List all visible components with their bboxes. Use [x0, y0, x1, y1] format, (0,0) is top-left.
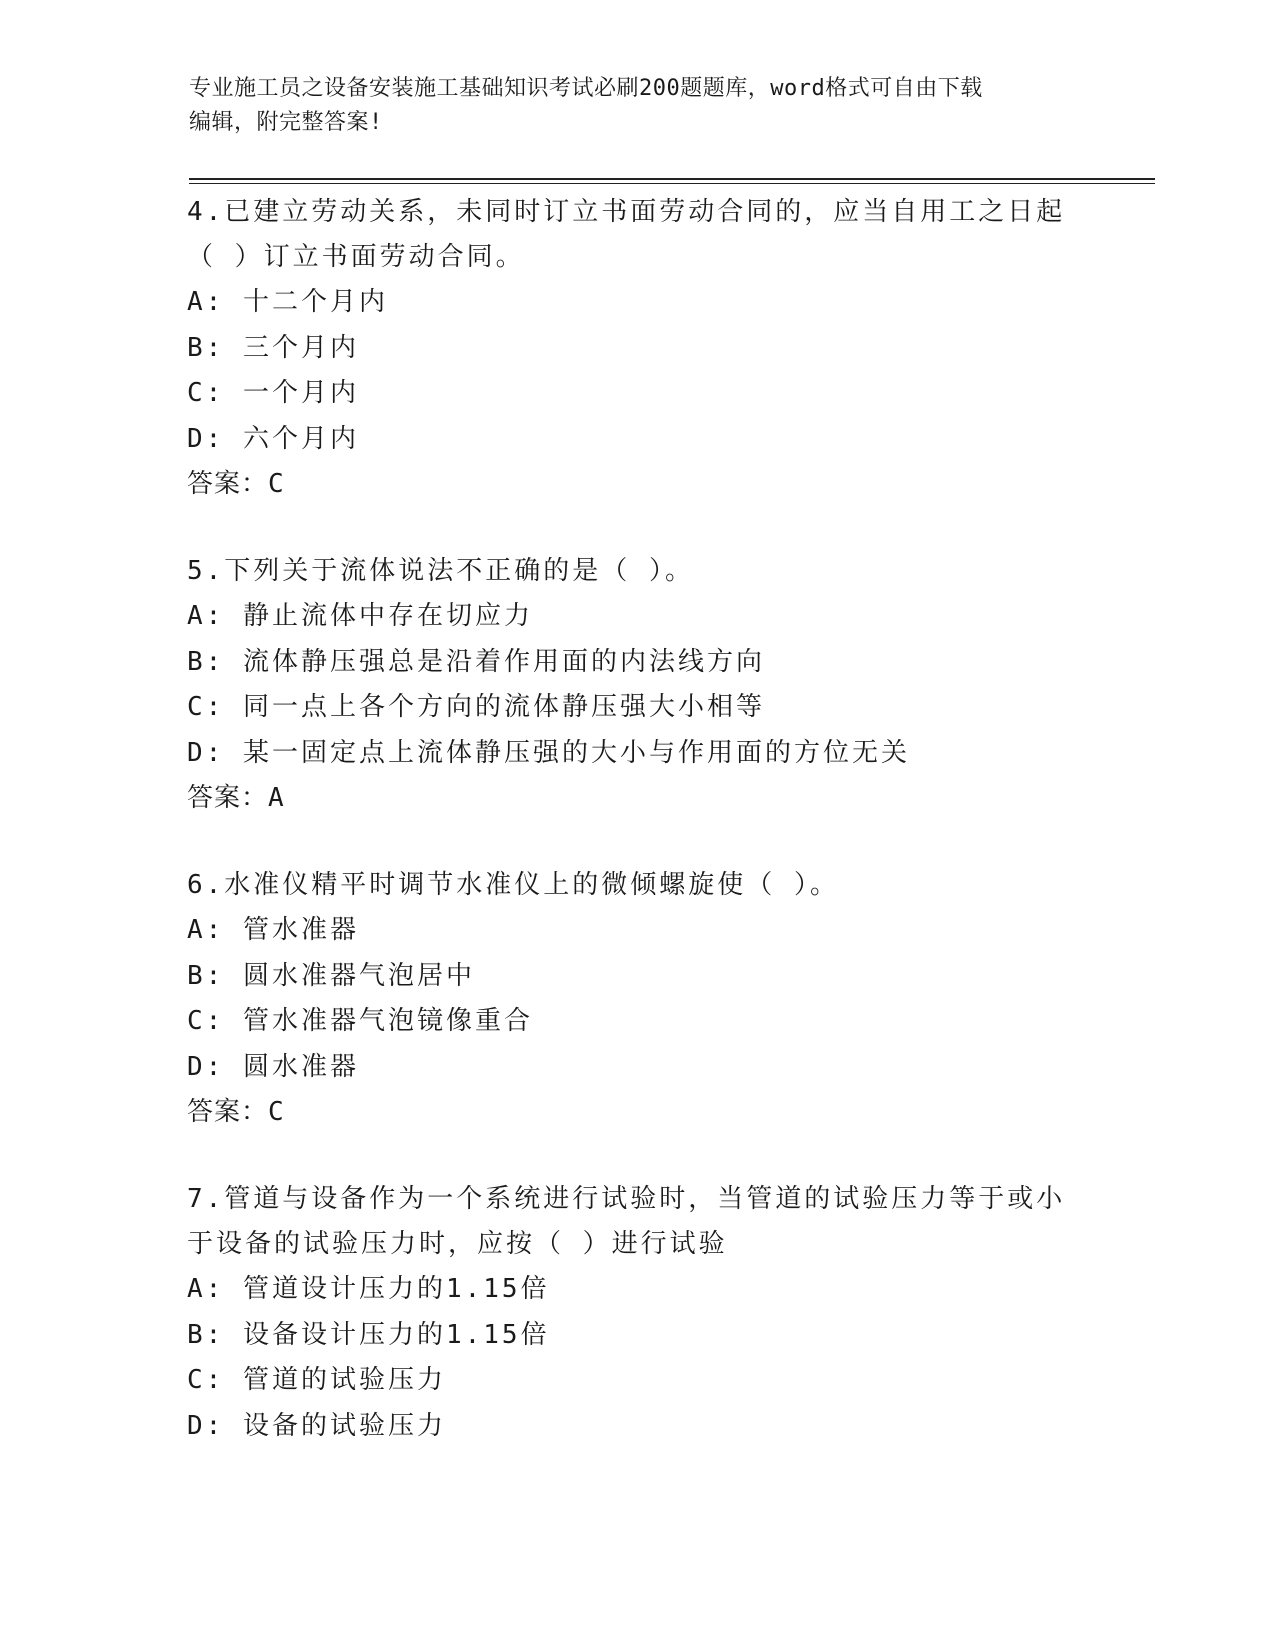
option-b: B: 设备设计压力的1.15倍 — [187, 1319, 550, 1350]
question-6 — [187, 863, 1087, 1135]
option-a: A: 静止流体中存在切应力 — [187, 601, 533, 631]
question-7 — [187, 1177, 1087, 1449]
option-d: D: 六个月内 — [187, 423, 359, 454]
option-a: A: 管水准器 — [187, 915, 359, 945]
spacer — [187, 507, 1087, 549]
header-line-1: 专业施工员之设备安装施工基础知识考试必刷200题题库，word格式可自由下载 — [189, 76, 983, 101]
answer-label: 答案： — [187, 1097, 269, 1127]
answer-label: 答案： — [187, 469, 269, 499]
spacer — [187, 821, 1087, 863]
answer-value: C — [268, 1097, 285, 1127]
header-line-2: 编辑，附完整答案! — [189, 110, 383, 135]
option-d: D: 某一固定点上流体静压强的大小与作用面的方位无关 — [187, 737, 910, 768]
document-header — [189, 72, 1089, 140]
question-stem-line: 7.管道与设备作为一个系统进行试验时，当管道的试验压力等于或小 — [187, 1184, 1066, 1214]
question-stem-line: 4.已建立劳动关系，未同时订立书面劳动合同的，应当自用工之日起 — [187, 197, 1066, 227]
option-a: A: 十二个月内 — [187, 287, 388, 317]
option-b: B: 三个月内 — [187, 332, 359, 363]
question-stem-line: 5.下列关于流体说法不正确的是（ ）。 — [187, 556, 694, 586]
option-b: B: 圆水准器气泡居中 — [187, 960, 475, 991]
option-d: D: 圆水准器 — [187, 1051, 359, 1082]
option-c: C: 一个月内 — [187, 378, 359, 408]
answer-line — [187, 1090, 1087, 1135]
answer-line — [187, 776, 1087, 821]
question-list — [187, 190, 1087, 1449]
option-d: D: 设备的试验压力 — [187, 1410, 446, 1441]
option-c: C: 同一点上各个方向的流体静压强大小相等 — [187, 692, 765, 722]
answer-label: 答案： — [187, 783, 269, 813]
question-stem-line: 6.水准仪精平时调节水准仪上的微倾螺旋使（ ）。 — [187, 870, 839, 900]
answer-value: A — [268, 783, 285, 813]
question-4 — [187, 190, 1087, 507]
question-stem-line: （ ）订立书面劳动合同。 — [187, 242, 525, 272]
option-b: B: 流体静压强总是沿着作用面的内法线方向 — [187, 646, 765, 677]
answer-line — [187, 462, 1087, 507]
question-stem-line: 于设备的试验压力时，应按（ ）进行试验 — [187, 1229, 728, 1259]
option-a: A: 管道设计压力的1.15倍 — [187, 1274, 550, 1304]
header-rule-thick — [189, 178, 1155, 180]
header-rule-thin — [189, 183, 1155, 184]
option-c: C: 管水准器气泡镜像重合 — [187, 1006, 533, 1036]
spacer — [187, 1135, 1087, 1177]
option-c: C: 管道的试验压力 — [187, 1365, 446, 1395]
answer-value: C — [268, 469, 285, 499]
question-5 — [187, 549, 1087, 821]
